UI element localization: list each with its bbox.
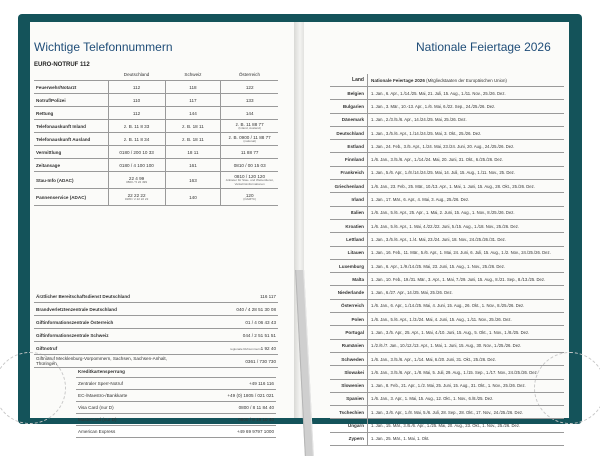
credit-label: Visa Card (nur D) [76, 402, 179, 414]
country-name: Ungarn [330, 419, 368, 432]
value-at [221, 133, 278, 146]
holiday-row [330, 379, 564, 392]
table-row [76, 402, 276, 414]
holiday-dates: 1. Jan., 16. Feb., 11. Mär., 5./6. Apr., 1. Mai, 24. Juni, 6. Juli, 15. Aug., 1./2. Nov., 24./25./26. Dez. [368, 246, 565, 259]
list-value: 0361 / 730 730 [184, 355, 278, 368]
header-note: (Mitgliedstaaten der Europäischen Union) [426, 77, 507, 83]
holiday-dates: 1. Jan., 6. Apr., 1./14./25. Mai, 21. Juli, 15. Aug., 1./11. Nov., 25./26. Dez. [368, 87, 565, 100]
list-label: Brandverletztenzentrale Deutschland [34, 303, 184, 316]
holiday-dates: 1./2./6./7. Jan., 10./12./13. Apr., 1. Mai, 1. Juni, 15. Aug., 30. Nov., 1./25./26. Dez. [368, 339, 565, 352]
country-name: Lettland [330, 233, 368, 246]
country-name: Polen [330, 313, 368, 326]
country-name: Malta [330, 273, 368, 286]
table-row [34, 146, 278, 159]
holiday-row [330, 419, 564, 432]
row-label: Vermittlung [34, 146, 108, 159]
row-label: Pannenservice (ADAC) [34, 189, 108, 206]
value-de: 110 [108, 94, 165, 107]
holidays-header-row [330, 74, 564, 87]
holiday-row [330, 432, 564, 445]
table-row [34, 107, 278, 120]
credit-value: 0800 / 8 19 10 40 [179, 414, 276, 426]
holiday-dates: 1. Jan., 6./27. Apr., 14./25. Mai, 25./26. Dez. [368, 286, 565, 299]
holiday-dates: 1. Jan., 5./6. Apr., 1./8./14./24./25. Mai, 14. Juli, 15. Aug., 1./11. Nov., 25. Dez. [368, 166, 565, 179]
holiday-row [330, 326, 564, 339]
holiday-dates: 1. Jan., 3./5./6. Apr., 1./14./24./25. Mai, 3. Okt., 25./26. Dez. [368, 126, 565, 139]
country-name: Zypern [330, 432, 368, 445]
holiday-dates: 1./6. Jan., 6. Apr., 1./14./25. Mai, 4. Juni, 15. Aug., 26. Okt., 1. Nov., 8./25./26. Dez. [368, 299, 565, 312]
credit-label: Mastercard (nur D) [76, 414, 179, 426]
holiday-dates: 1. Jan., 3./5. Apr., 25. Apr., 1. Mai, 4./10. Juni, 15. Aug., 5. Okt., 1. Nov., 1./8./25. Dez. [368, 326, 565, 339]
holiday-row [330, 286, 564, 299]
country-name: Slowakei [330, 366, 368, 379]
value-at-note: Anbieter für Stau- und Wetterdienst, Verkehrsinformationen [225, 178, 274, 186]
value-at [221, 172, 278, 189]
list-value-note: regionale Rufnummern [230, 346, 261, 351]
table-row [34, 133, 278, 146]
credit-value: +49 (0) 1805 / 021 021 [179, 390, 276, 402]
value-de [108, 189, 165, 206]
value-at-note: (national) [243, 138, 256, 143]
credit-card-block-table [76, 366, 276, 438]
holiday-dates: 1. Jan., 3./5./6. Apr., 1./4. Mai, 23./24. Juni, 18. Nov., 24./25./26./31. Dez. [368, 233, 565, 246]
holiday-dates: 1. Jan., 17. Mär., 6. Apr., 4. Mai, 3. Aug., 25./26. Dez. [368, 193, 565, 206]
holiday-dates: 1. Jan., 3. Mär., 10.-13. Apr., 1./6. Mai, 6./22. Sep., 24./25./26. Dez. [368, 100, 565, 113]
holiday-row [330, 87, 564, 100]
country-name: Italien [330, 206, 368, 219]
value-de: 0180 / 4 100 100 [108, 159, 165, 172]
table-row [34, 81, 278, 94]
holiday-dates: 1./6. Jan., 3. Apr., 1. Mai, 15. Aug., 12. Okt., 1. Nov., 6./8./25. Dez. [368, 392, 565, 405]
table-row [34, 159, 278, 172]
column-header-de: Deutschland [108, 68, 165, 81]
holiday-row [330, 126, 564, 139]
table-row [76, 378, 276, 390]
table-row [76, 414, 276, 426]
list-item [34, 303, 278, 316]
column-header-at: Österreich [221, 68, 278, 81]
holiday-row [330, 406, 564, 419]
credit-value: +49 116 116 [179, 378, 276, 390]
list-value: 044 / 2 51 51 51 [184, 329, 278, 342]
list-value: 116 117 [184, 290, 278, 303]
holiday-dates: 1. Jan., 2./3./5./6. Apr., 14./24./25. Mai, 25./26. Dez. [368, 113, 565, 126]
table-row [76, 426, 276, 438]
holiday-dates: 1./6. Jan., 3./5./6. Apr., 1./14./24. Mai, 20. Juni, 31. Okt., 6./25./26. Dez. [368, 153, 565, 166]
row-label: Telefonauskunft Inland [34, 120, 108, 133]
country-name: Spanien [330, 392, 368, 405]
value-ch: 144 [165, 107, 221, 120]
country-name: Slowenien [330, 379, 368, 392]
value-de: z. B. 11 8 34 [108, 133, 165, 146]
table-row [34, 189, 278, 206]
holiday-dates: 1. Jan., 6. Apr., 1./9./14./25. Mai, 23. Juni, 15. Aug., 1. Nov., 25./26. Dez. [368, 259, 565, 272]
country-name: Portugal [330, 326, 368, 339]
value-de-alt: 0180 / 2 22 22 22 [124, 196, 149, 201]
list-label: Giftinformationszentrale Schweiz [34, 329, 184, 342]
right-page-title: Nationale Feiertage 2026 [416, 40, 551, 54]
value-at [221, 120, 278, 133]
country-name: Niederlande [330, 286, 368, 299]
list-item [34, 342, 278, 355]
holiday-dates: 1./6. Jan., 5./6. Apr., 1./3./24. Mai, 4. Juni, 15. Aug., 1./11. Nov., 25./26. Dez. [368, 313, 565, 326]
holiday-row [330, 259, 564, 272]
country-name: Rumänien [330, 339, 368, 352]
holiday-dates: 1. Jan., 24. Feb., 3./5. Apr., 1./24. Mai, 23./24. Juni, 20. Aug., 24./25./26. Dez. [368, 140, 565, 153]
country-name: Deutschland [330, 126, 368, 139]
value-ch: 161 [165, 159, 221, 172]
list-value: 040 / 4 28 51 30 08 [184, 303, 278, 316]
row-label: Notruf/Polizei [34, 94, 108, 107]
holiday-dates: 1./6. Jan., 5./6. Apr., 25. Apr., 1. Mai, 2. Juni, 15. Aug., 1. Nov., 8./25./26. Dez. [368, 206, 565, 219]
list-value: 01 / 4 06 43 43 [184, 316, 278, 329]
table-row [34, 94, 278, 107]
holiday-row [330, 299, 564, 312]
list-label: Giftnotruf [34, 342, 184, 355]
holiday-dates: 1. Jan., 25. Mär., 1. Mai, 1. Okt. [368, 432, 565, 445]
list-label: Ärztlicher Bereitschaftsdienst Deutschland [34, 290, 184, 303]
row-label: Rettung [34, 107, 108, 120]
holiday-row [330, 100, 564, 113]
holiday-dates: 1./6. Jan., 3./5./6. Apr., 1./14. Mai, 6./20. Juni, 31. Okt., 25./26. Dez. [368, 352, 565, 365]
credit-value: 0800 / 8 11 84 40 [179, 402, 276, 414]
holiday-row [330, 193, 564, 206]
table-row [34, 172, 278, 189]
left-page [30, 22, 296, 434]
row-label: Feuerwehr/Notarzt [34, 81, 108, 94]
value-at: 0810 / 00 15 03 [221, 159, 278, 172]
holiday-dates: 1./6. Jan., 5./6. Apr., 1. Mai, 4./22./22. Juni, 5./15. Aug., 1./18. Nov., 25./26. Dez. [368, 219, 565, 232]
holidays-table [330, 74, 564, 446]
euro-notruf-label: EURO-NOTRUF 112 [34, 62, 90, 68]
header-land: Land [330, 74, 368, 87]
credit-header-row [76, 366, 276, 378]
holiday-row [330, 313, 564, 326]
list-value-main: 1 92 40 [260, 345, 276, 351]
row-label: Zeitansage [34, 159, 108, 172]
holiday-dates: 1. Jan., 3./6. Apr., 1./8. Mai, 5./6. Juli, 28. Sep., 28. Okt., 17. Nov., 24./25./26. Dez. [368, 406, 565, 419]
value-at-main: 0810 / 120 120 [234, 174, 265, 180]
value-at-main: 120 [245, 192, 254, 198]
value-at-note: (Inland, Ausland) [238, 125, 261, 130]
value-ch: 140 [165, 189, 221, 206]
value-de-main: 22 22 22 [127, 192, 146, 198]
value-de: 112 [108, 81, 165, 94]
holiday-row [330, 273, 564, 286]
value-at [221, 189, 278, 206]
column-header-ch: Schweiz [165, 68, 221, 81]
table-header-row [34, 68, 278, 81]
country-name: Luxemburg [330, 259, 368, 272]
value-at: 144 [221, 107, 278, 120]
value-ch: 163 [165, 172, 221, 189]
holiday-dates: 1. Jan., 10. Feb., 19./31. Mär., 3. Apr., 1. Mai, 7./29. Juni, 15. Aug., 8./21. Sep., 8./13./25. Dez. [368, 273, 565, 286]
holiday-row [330, 140, 564, 153]
credit-title: Kreditkartensperrung [76, 366, 276, 378]
holiday-row [330, 339, 564, 352]
credit-label: EC-/Maestro-/Bankkarte [76, 390, 179, 402]
value-de: 112 [108, 107, 165, 120]
holiday-row [330, 180, 564, 193]
country-name: Schweden [330, 352, 368, 365]
value-ch: 117 [165, 94, 221, 107]
value-at: 133 [221, 94, 278, 107]
value-de: z. B. 11 8 33 [108, 120, 165, 133]
credit-label: Zentraler Sperr-Notruf [76, 378, 179, 390]
country-name: Frankreich [330, 166, 368, 179]
holiday-row [330, 233, 564, 246]
value-ch: 18 11 [165, 146, 221, 159]
value-ch: 118 [165, 81, 221, 94]
phone-numbers-table [34, 68, 278, 206]
country-name: Irland [330, 193, 368, 206]
holiday-row [330, 366, 564, 379]
holiday-dates: 1./6. Jan., 3./5./6. Apr., 1./8. Mai, 5. Juli, 29. Aug., 1./15. Sep., 1./17. Nov., 24./25./26. Dez. [368, 366, 565, 379]
value-ch: z. B. 18 11 [165, 120, 221, 133]
list-item [34, 329, 278, 342]
row-label: Stau-Info (ADAC) [34, 172, 108, 189]
country-name: Belgien [330, 87, 368, 100]
holiday-dates: 1./6. Jan., 23. Feb., 25. Mär., 10./13. Apr., 1. Mai, 1. Juni, 15. Aug., 28. Okt., 25./26. Dez. [368, 180, 565, 193]
holiday-dates: 1. Jan., 15. Mär., 3./5./6. Apr., 1./25. Mai, 20. Aug., 23. Okt., 1. Nov., 25./26. Dez. [368, 419, 565, 432]
value-at: 11 88 77 [221, 146, 278, 159]
holiday-row [330, 153, 564, 166]
table-row [34, 120, 278, 133]
value-at-main: z. B. 11 88 77 [235, 121, 264, 127]
holiday-row [330, 246, 564, 259]
credit-value: +49 69 9797 1000 [179, 426, 276, 438]
header-holidays: Nationale Feiertage 2026 [371, 77, 425, 83]
country-name: Griechenland [330, 180, 368, 193]
list-value [184, 342, 278, 355]
country-name: Dänemark [330, 113, 368, 126]
table-row [76, 390, 276, 402]
list-label: Giftnotruf Mecklenburg-Vorpommern, Sachsen, Sachsen-Anhalt, Thüringen [34, 355, 184, 368]
holiday-row [330, 392, 564, 405]
service-numbers-list [34, 290, 278, 368]
country-name: Kroatien [330, 219, 368, 232]
holiday-dates: 1. Jan., 8. Feb., 21. Apr., 1./2. Mai, 25. Juni, 15. Aug., 31. Okt., 1. Nov., 25./26. Dez. [368, 379, 565, 392]
value-de: 0180 / 200 10 33 [108, 146, 165, 159]
credit-label: American Express [76, 426, 179, 438]
country-name: Estland [330, 140, 368, 153]
list-item [34, 290, 278, 303]
holiday-row [330, 352, 564, 365]
value-de-main: 22 4 99 [128, 175, 145, 181]
country-name: Finnland [330, 153, 368, 166]
country-name: Tschechien [330, 406, 368, 419]
value-de-alt: 0800 / 5 22 499 [126, 179, 147, 184]
list-label: Giftinformationszentrale Österreich [34, 316, 184, 329]
list-item [34, 316, 278, 329]
holiday-row [330, 206, 564, 219]
holiday-row [330, 219, 564, 232]
value-at: 122 [221, 81, 278, 94]
value-ch: z. B. 18 11 [165, 133, 221, 146]
row-label: Telefonauskunft Ausland [34, 133, 108, 146]
left-page-title: Wichtige Telefonnummern [34, 40, 173, 54]
holiday-row [330, 113, 564, 126]
value-at-note: (ÖAMTC) [243, 196, 257, 201]
value-at-main: z. B. 0900 / 11 88 77 [228, 134, 271, 140]
country-name: Litauen [330, 246, 368, 259]
country-name: Bulgarien [330, 100, 368, 113]
value-de [108, 172, 165, 189]
right-page [304, 22, 569, 442]
holiday-row [330, 166, 564, 179]
country-name: Österreich [330, 299, 368, 312]
